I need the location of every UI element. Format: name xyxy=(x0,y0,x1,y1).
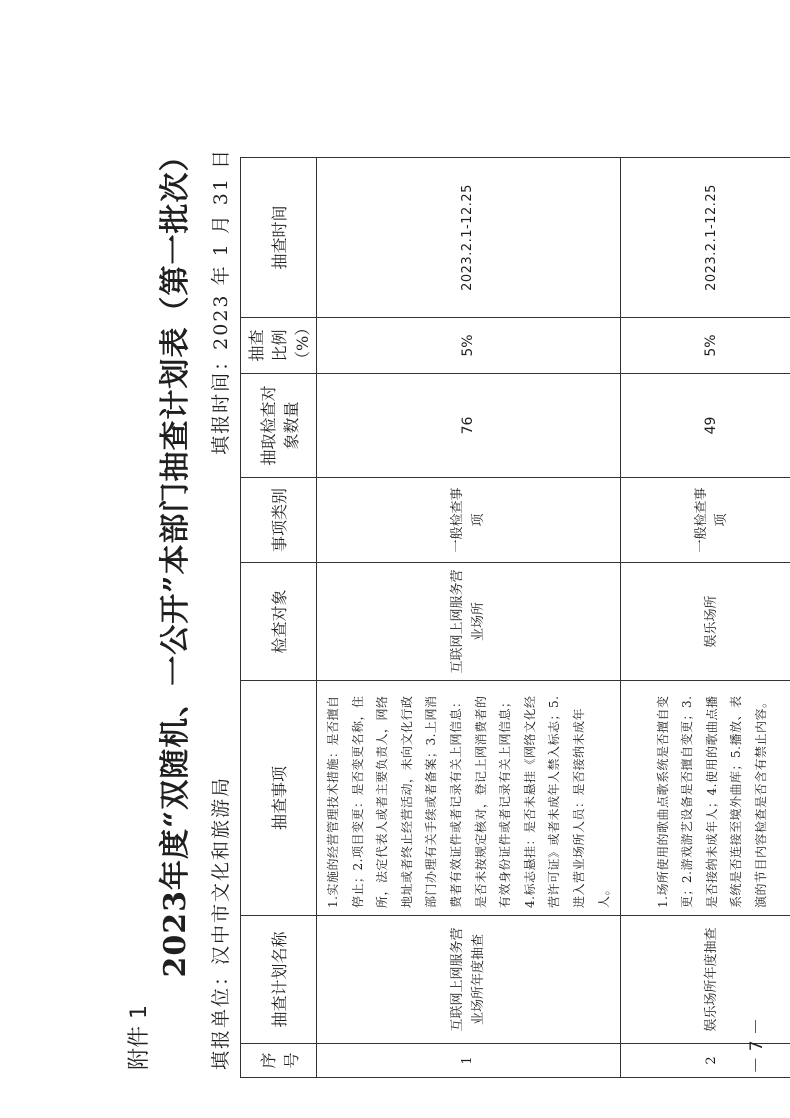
table-header-row xyxy=(241,158,317,1078)
header-ratio: 抽查比例（%） xyxy=(241,318,317,374)
row-items: 1.实施的经营管理技术措施：是否擅自停止；2.项目变更：是否变更名称，住所，法定代表人或者主要负责人，网络地址或者终止经营活动，未向文化行政部门办理有关手续或者备案；3.上网消费者有效证件或者记录有关上网信息：是否未按规定核对，登记上网消费者的有效身份证件或者记录有关上网信息；4.标志悬挂：是否未悬挂《网络文化经营许可证》或者未成年人禁入标志；5.进入营业场所人员：是否接纳未成年人。 xyxy=(317,681,621,916)
header-items: 抽查事项 xyxy=(241,681,317,916)
row-ratio: 5% xyxy=(317,318,621,374)
row-items: 1.场所使用的歌曲点歌系统是否擅自变更；2.游戏游艺设备是否擅自变更；3.是否接纳未成年人；4.使用的歌曲点播系统是否连接至境外曲库；5.播放、表演的节目内容检查是否含有禁止内容。 xyxy=(621,681,790,916)
row-no: 1 xyxy=(317,1044,621,1078)
plan-table xyxy=(240,157,790,1078)
header-object: 检查对象 xyxy=(241,563,317,681)
row-no: 2 xyxy=(621,1044,790,1078)
row-time: 2023.2.1-12.25 xyxy=(621,158,790,318)
header-time: 抽查时间 xyxy=(241,158,317,318)
header-plan-name: 抽查计划名称 xyxy=(241,916,317,1044)
header-count: 抽取检查对象数量 xyxy=(241,374,317,478)
table-row xyxy=(621,158,790,1078)
fill-date: 填报时间：2023 年 1 月 31 日 xyxy=(210,148,232,455)
row-count: 49 xyxy=(621,374,790,478)
row-object: 娱乐场所 xyxy=(621,563,790,681)
row-category: 一般检查事项 xyxy=(621,478,790,563)
header-category: 事项类别 xyxy=(241,478,317,563)
table-row xyxy=(317,158,621,1078)
header-no: 序号 xyxy=(241,1044,317,1078)
row-time: 2023.2.1-12.25 xyxy=(317,158,621,318)
row-object: 互联网上网服务营业场所 xyxy=(317,563,621,681)
page-title: 2023年度“双随机、一公开”本部门抽查计划表（第一批次） xyxy=(158,140,193,978)
page-number: － 7 － xyxy=(747,1018,767,1074)
row-plan-name: 互联网上网服务营业场所年度抽查 xyxy=(317,916,621,1044)
row-plan-name: 娱乐场所年度抽查 xyxy=(621,916,790,1044)
row-category: 一般检查事项 xyxy=(317,478,621,563)
row-count: 76 xyxy=(317,374,621,478)
row-ratio: 5% xyxy=(621,318,790,374)
attachment-label: 附件 1 xyxy=(127,1005,152,1070)
filler-unit: 填报单位：汉中市文化和旅游局 xyxy=(210,775,232,1070)
